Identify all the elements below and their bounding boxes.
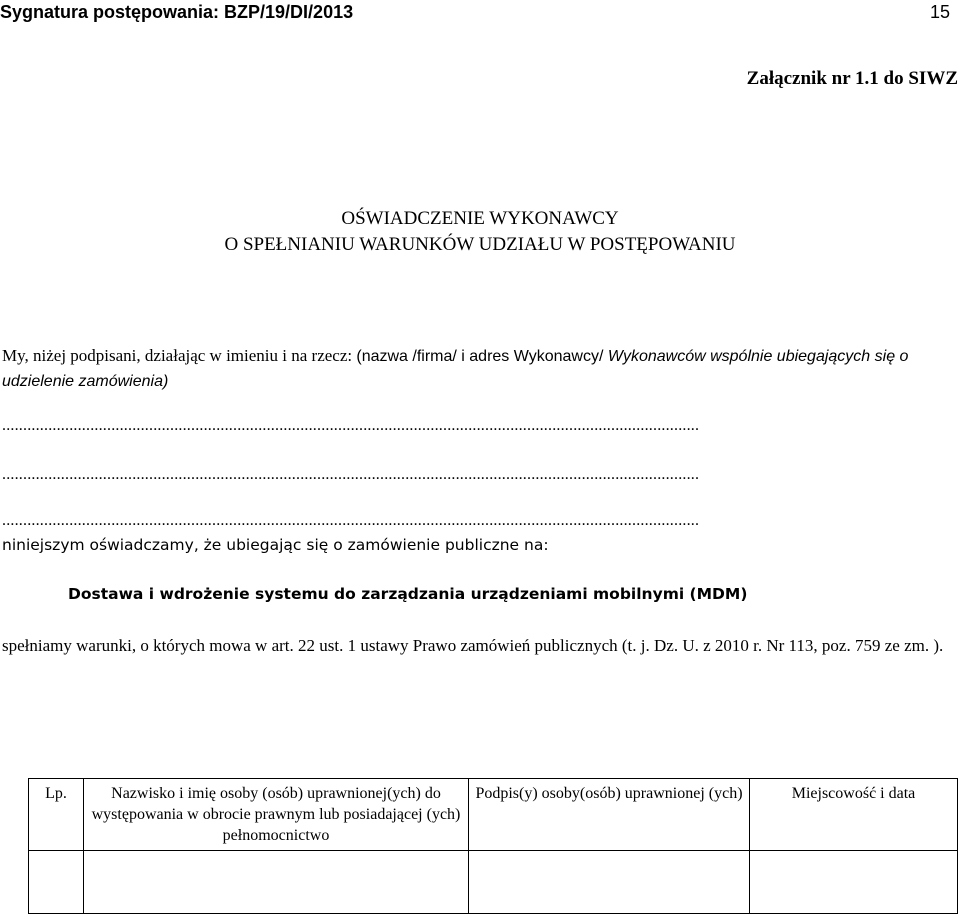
annex-label: Załącznik nr 1.1 do SIWZ <box>746 68 958 89</box>
cell-place-date <box>750 851 958 914</box>
cell-name <box>84 851 469 914</box>
intro-paren: (nazwa /firma/ i adres Wykonawcy/ <box>356 348 608 365</box>
cell-signature <box>469 851 750 914</box>
header-place-date: Miejscowość i data <box>750 779 958 851</box>
declaration-text: niniejszym oświadczamy, że ubiegając się o zamówienie publiczne na: <box>2 536 549 554</box>
signature-table <box>28 778 958 914</box>
procurement-subject: Dostawa i wdrożenie systemu do zarządzania urządzeniami mobilnymi (MDM) <box>68 585 748 603</box>
table-row <box>29 851 958 914</box>
header-name: Nazwisko i imię osoby (osób) uprawnionej(ych) do występowania w obrocie prawnym lub posiadającej (ych) pełnomocnictwo <box>84 779 469 851</box>
intro-paragraph <box>2 344 942 394</box>
fill-line-1: ...................................................................................................................................................................... <box>2 417 700 434</box>
document-title: OŚWIADCZENIE WYKONAWCY <box>341 208 619 229</box>
conditions-text: spełniamy warunki, o których mowa w art. 22 ust. 1 ustawy Prawo zamówień publicznych (t. j. Dz. U. z 2010 r. Nr 113, poz. 759 ze zm. ). <box>2 636 944 655</box>
procurement-signature: Sygnatura postępowania: BZP/19/DI/2013 <box>0 2 354 22</box>
document-subtitle: O SPEŁNIANIU WARUNKÓW UDZIAŁU W POSTĘPOWANIU <box>224 234 736 255</box>
fill-line-2: ...................................................................................................................................................................... <box>2 466 700 483</box>
page-number: 15 <box>929 2 950 22</box>
intro-lead: My, niżej podpisani, działając w imieniu i na rzecz: <box>2 346 357 365</box>
table-header-row <box>29 779 958 851</box>
header-signature: Podpis(y) osoby(osób) uprawnionej (ych) <box>469 779 750 851</box>
cell-lp <box>29 851 84 914</box>
fill-line-3: ...................................................................................................................................................................... <box>2 512 700 529</box>
intro-italic: Wykonawców wspólnie ubiegających się o udzielenie zamówienia) <box>2 348 909 390</box>
header-lp: Lp. <box>29 779 84 851</box>
